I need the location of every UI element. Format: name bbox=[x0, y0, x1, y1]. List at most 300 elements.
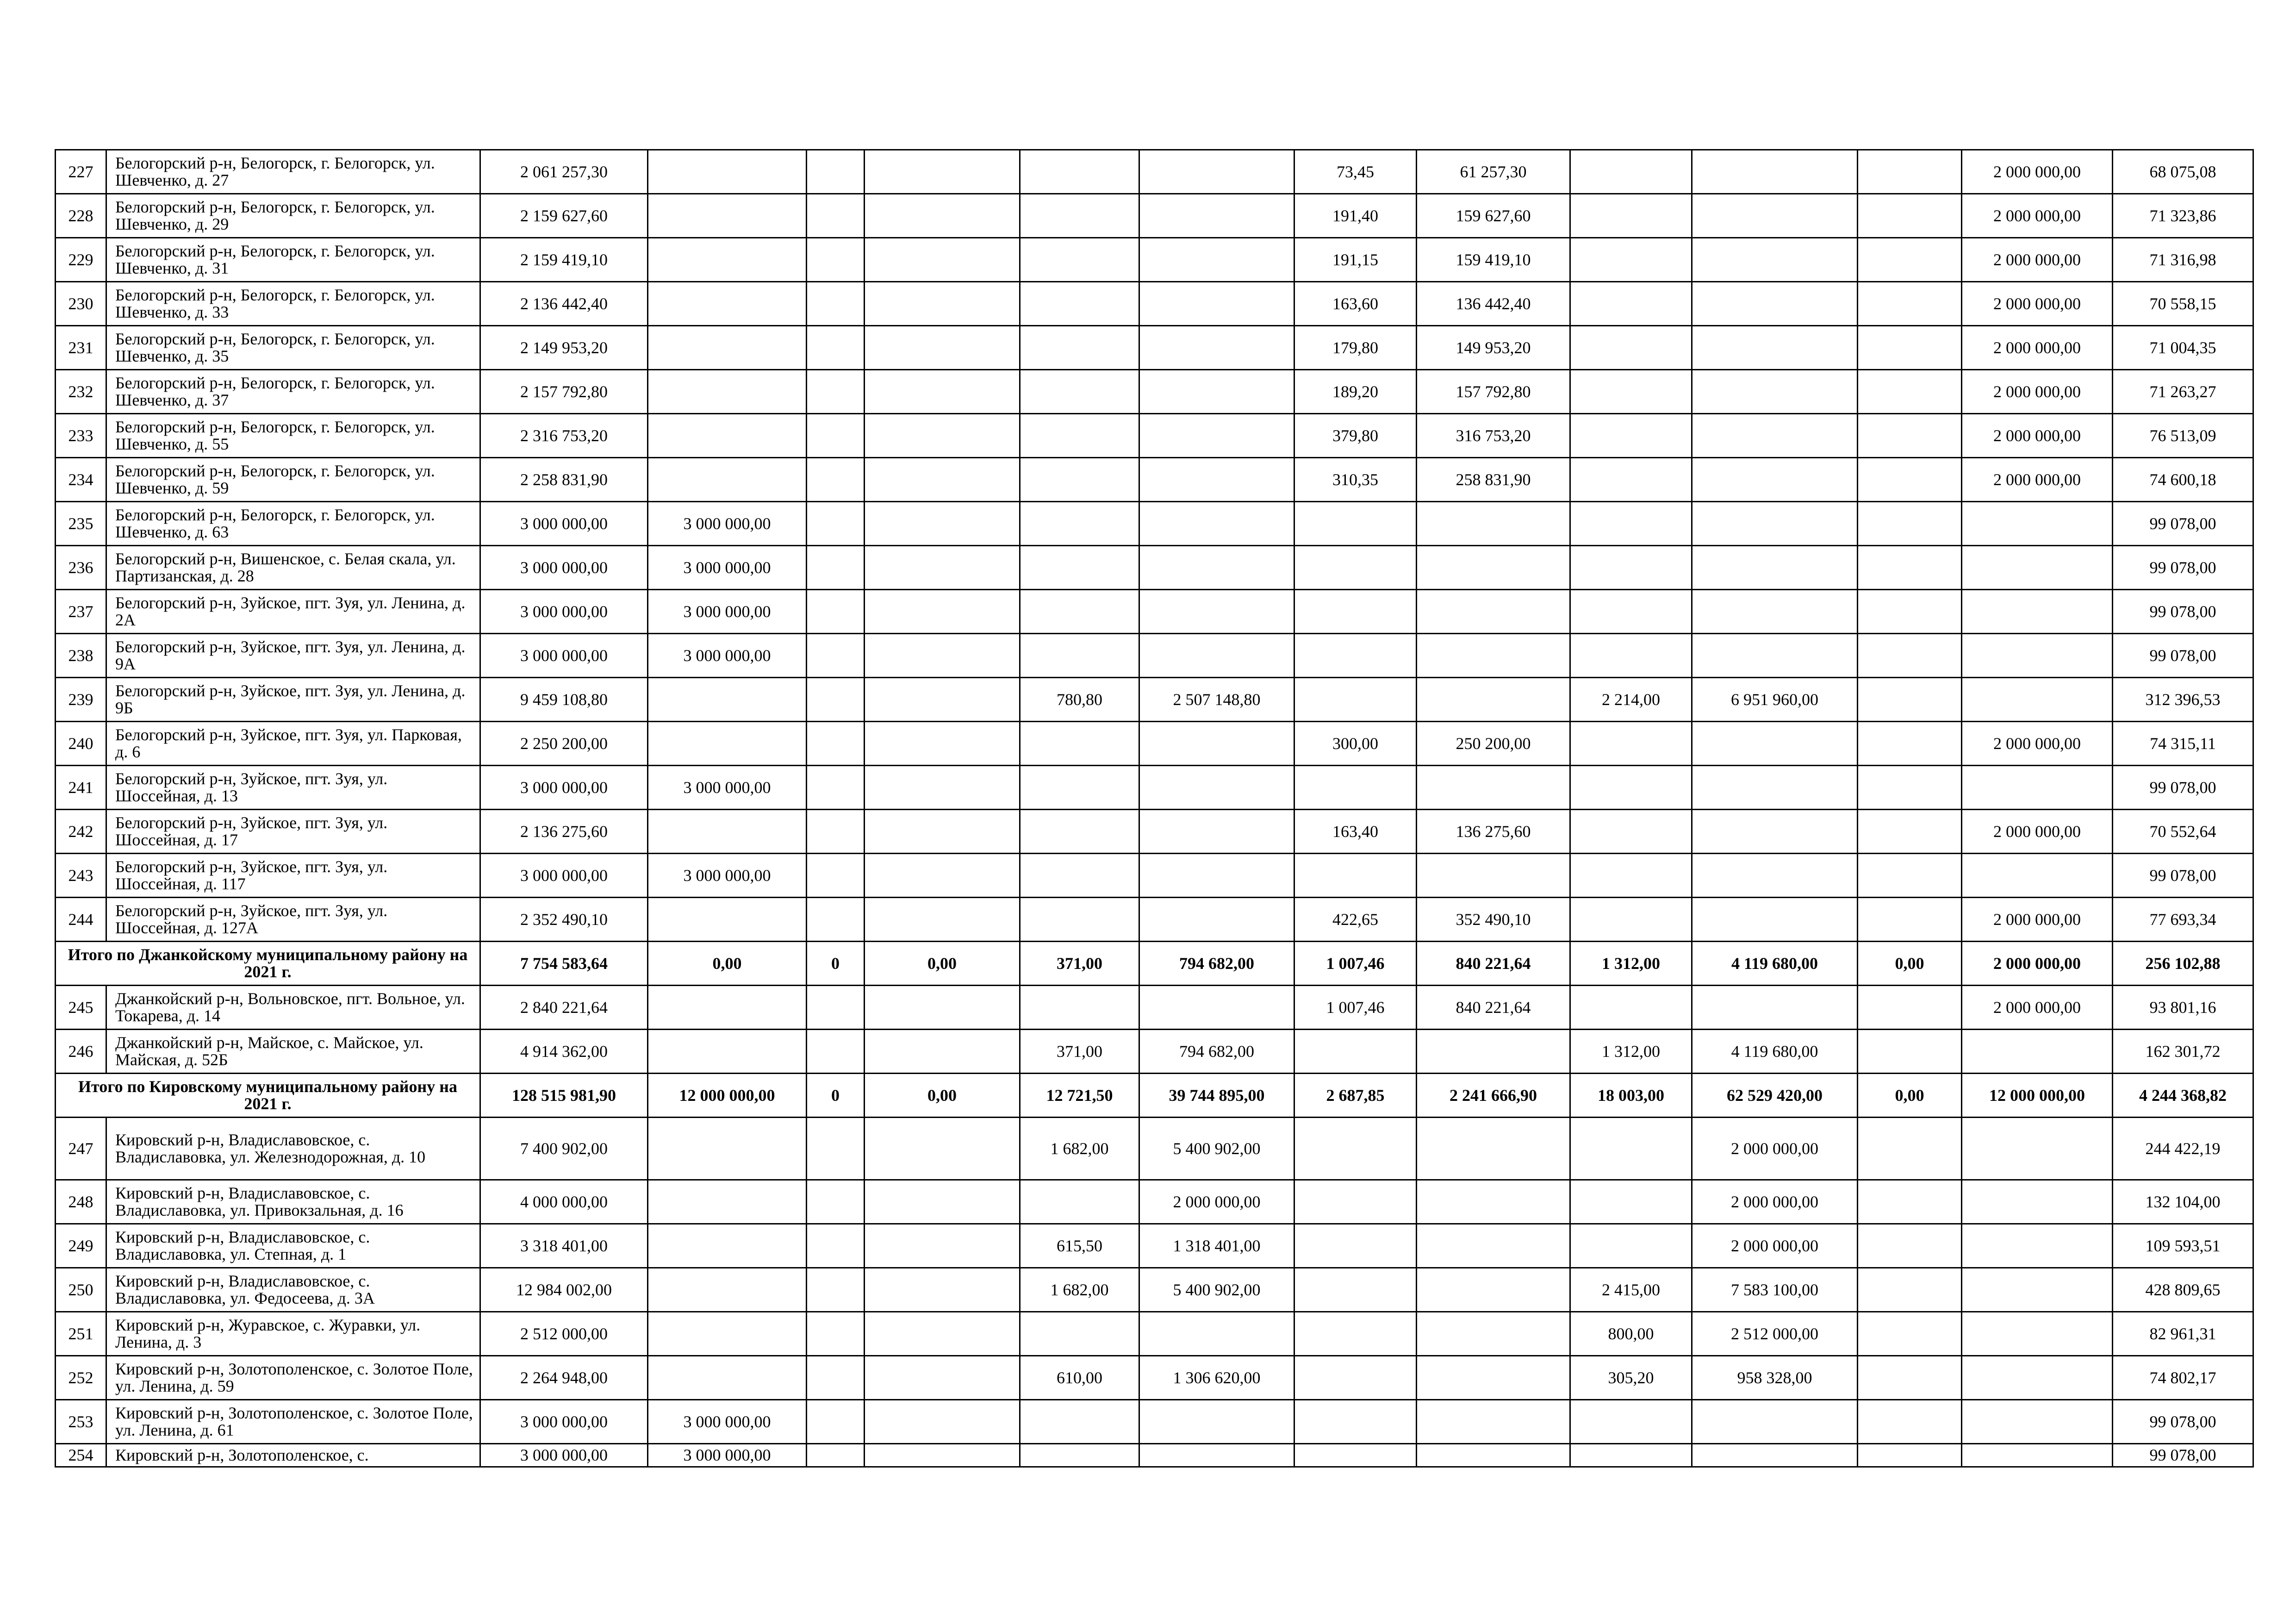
table-row bbox=[56, 1444, 2253, 1467]
value-cell bbox=[865, 634, 1020, 678]
row-number: 253 bbox=[56, 1400, 106, 1444]
value-cell bbox=[1962, 1268, 2113, 1312]
table-row bbox=[56, 150, 2253, 194]
value-cell: 2 258 831,90 bbox=[480, 458, 648, 502]
value-cell bbox=[1139, 898, 1294, 942]
value-cell: 2 000 000,00 bbox=[1692, 1118, 1858, 1180]
address-cell: Белогорский р-н, Зуйское, пгт. Зуя, ул. Ленина, д. 9А bbox=[106, 634, 480, 678]
value-cell: 77 693,34 bbox=[2113, 898, 2253, 942]
value-cell: 2 000 000,00 bbox=[1692, 1224, 1858, 1268]
value-cell bbox=[807, 1268, 865, 1312]
value-cell bbox=[1294, 1118, 1417, 1180]
value-cell bbox=[1962, 766, 2113, 810]
address-cell: Белогорский р-н, Белогорск, г. Белогорск, ул. Шевченко, д. 59 bbox=[106, 458, 480, 502]
value-cell bbox=[1962, 1224, 2113, 1268]
value-cell bbox=[1570, 1180, 1692, 1224]
subtotal-row bbox=[56, 942, 2253, 986]
value-cell bbox=[648, 326, 807, 370]
value-cell: 2 159 627,60 bbox=[480, 194, 648, 238]
value-cell bbox=[1139, 986, 1294, 1030]
value-cell bbox=[865, 238, 1020, 282]
value-cell: 2 000 000,00 bbox=[1962, 326, 2113, 370]
value-cell: 12 984 002,00 bbox=[480, 1268, 648, 1312]
value-cell bbox=[807, 1030, 865, 1074]
value-cell: 256 102,88 bbox=[2113, 942, 2253, 986]
value-cell bbox=[807, 282, 865, 326]
address-cell: Белогорский р-н, Зуйское, пгт. Зуя, ул. Шоссейная, д. 17 bbox=[106, 810, 480, 854]
value-cell bbox=[1858, 1356, 1962, 1400]
value-cell: 1 306 620,00 bbox=[1139, 1356, 1294, 1400]
value-cell bbox=[807, 1356, 865, 1400]
row-number: 251 bbox=[56, 1312, 106, 1356]
value-cell: 794 682,00 bbox=[1139, 1030, 1294, 1074]
value-cell: 2 149 953,20 bbox=[480, 326, 648, 370]
table-row bbox=[56, 282, 2253, 326]
value-cell bbox=[1692, 1444, 1858, 1467]
row-number: 232 bbox=[56, 370, 106, 414]
value-cell: 71 004,35 bbox=[2113, 326, 2253, 370]
value-cell bbox=[1570, 370, 1692, 414]
value-cell bbox=[807, 1180, 865, 1224]
value-cell: 0,00 bbox=[648, 942, 807, 986]
value-cell: 3 000 000,00 bbox=[480, 502, 648, 546]
table-row bbox=[56, 1224, 2253, 1268]
row-number: 233 bbox=[56, 414, 106, 458]
value-cell bbox=[807, 370, 865, 414]
value-cell bbox=[865, 458, 1020, 502]
value-cell bbox=[1692, 370, 1858, 414]
value-cell bbox=[1294, 1400, 1417, 1444]
value-cell bbox=[807, 150, 865, 194]
value-cell: 2 136 442,40 bbox=[480, 282, 648, 326]
value-cell bbox=[807, 1444, 865, 1467]
value-cell bbox=[1692, 458, 1858, 502]
value-cell bbox=[648, 1180, 807, 1224]
value-cell bbox=[1139, 370, 1294, 414]
value-cell: 74 600,18 bbox=[2113, 458, 2253, 502]
value-cell bbox=[1417, 678, 1570, 722]
value-cell bbox=[648, 1118, 807, 1180]
row-number: 246 bbox=[56, 1030, 106, 1074]
table-row bbox=[56, 370, 2253, 414]
value-cell: 2 687,85 bbox=[1294, 1074, 1417, 1118]
value-cell: 2 512 000,00 bbox=[480, 1312, 648, 1356]
value-cell: 136 275,60 bbox=[1417, 810, 1570, 854]
row-number: 237 bbox=[56, 590, 106, 634]
value-cell bbox=[648, 238, 807, 282]
value-cell bbox=[1020, 282, 1139, 326]
address-cell: Белогорский р-н, Зуйское, пгт. Зуя, ул. Шоссейная, д. 127А bbox=[106, 898, 480, 942]
value-cell: 2 316 753,20 bbox=[480, 414, 648, 458]
value-cell bbox=[1570, 1444, 1692, 1467]
value-cell bbox=[807, 766, 865, 810]
table-row bbox=[56, 810, 2253, 854]
document-page bbox=[55, 149, 2254, 1468]
value-cell: 0,00 bbox=[865, 942, 1020, 986]
value-cell: 2 000 000,00 bbox=[1962, 238, 2113, 282]
value-cell: 428 809,65 bbox=[2113, 1268, 2253, 1312]
table-row bbox=[56, 766, 2253, 810]
value-cell: 189,20 bbox=[1294, 370, 1417, 414]
value-cell: 99 078,00 bbox=[2113, 502, 2253, 546]
row-number: 245 bbox=[56, 986, 106, 1030]
capital-repair-table bbox=[55, 149, 2254, 1468]
value-cell: 2 157 792,80 bbox=[480, 370, 648, 414]
row-number: 249 bbox=[56, 1224, 106, 1268]
value-cell bbox=[1692, 1400, 1858, 1444]
value-cell bbox=[1139, 546, 1294, 590]
value-cell bbox=[648, 1224, 807, 1268]
value-cell bbox=[807, 194, 865, 238]
value-cell: 305,20 bbox=[1570, 1356, 1692, 1400]
value-cell: 1 318 401,00 bbox=[1139, 1224, 1294, 1268]
value-cell bbox=[1020, 546, 1139, 590]
value-cell bbox=[1417, 766, 1570, 810]
value-cell bbox=[1962, 678, 2113, 722]
value-cell bbox=[1858, 678, 1962, 722]
value-cell bbox=[1417, 1268, 1570, 1312]
value-cell bbox=[1692, 810, 1858, 854]
value-cell: 3 000 000,00 bbox=[648, 590, 807, 634]
value-cell bbox=[1020, 590, 1139, 634]
value-cell bbox=[1692, 722, 1858, 766]
value-cell: 1 007,46 bbox=[1294, 986, 1417, 1030]
value-cell: 4 914 362,00 bbox=[480, 1030, 648, 1074]
value-cell: 5 400 902,00 bbox=[1139, 1118, 1294, 1180]
value-cell bbox=[1417, 1356, 1570, 1400]
value-cell bbox=[1962, 1356, 2113, 1400]
value-cell bbox=[807, 326, 865, 370]
table-row bbox=[56, 1312, 2253, 1356]
row-number: 250 bbox=[56, 1268, 106, 1312]
value-cell bbox=[1020, 634, 1139, 678]
value-cell bbox=[1020, 194, 1139, 238]
value-cell bbox=[1570, 898, 1692, 942]
value-cell bbox=[865, 414, 1020, 458]
value-cell bbox=[1139, 238, 1294, 282]
value-cell bbox=[1020, 414, 1139, 458]
address-cell: Кировский р-н, Владиславовское, с. Владиславовка, ул. Федосеева, д. 3А bbox=[106, 1268, 480, 1312]
value-cell bbox=[865, 150, 1020, 194]
value-cell: 3 000 000,00 bbox=[480, 1444, 648, 1467]
value-cell: 0,00 bbox=[865, 1074, 1020, 1118]
value-cell bbox=[1139, 722, 1294, 766]
value-cell: 70 552,64 bbox=[2113, 810, 2253, 854]
value-cell: 0 bbox=[807, 942, 865, 986]
table-row bbox=[56, 1030, 2253, 1074]
value-cell bbox=[1020, 854, 1139, 898]
value-cell: 1 312,00 bbox=[1570, 1030, 1692, 1074]
value-cell: 2 415,00 bbox=[1570, 1268, 1692, 1312]
value-cell: 840 221,64 bbox=[1417, 942, 1570, 986]
address-cell: Кировский р-н, Журавское, с. Журавки, ул. Ленина, д. 3 bbox=[106, 1312, 480, 1356]
value-cell: 780,80 bbox=[1020, 678, 1139, 722]
value-cell: 3 000 000,00 bbox=[480, 854, 648, 898]
row-number: 231 bbox=[56, 326, 106, 370]
value-cell: 4 119 680,00 bbox=[1692, 942, 1858, 986]
value-cell bbox=[1139, 1312, 1294, 1356]
row-number: 241 bbox=[56, 766, 106, 810]
value-cell: 99 078,00 bbox=[2113, 1444, 2253, 1467]
value-cell: 250 200,00 bbox=[1417, 722, 1570, 766]
value-cell bbox=[865, 1224, 1020, 1268]
value-cell bbox=[1570, 150, 1692, 194]
value-cell bbox=[807, 722, 865, 766]
value-cell bbox=[865, 1400, 1020, 1444]
value-cell: 3 000 000,00 bbox=[648, 546, 807, 590]
value-cell: 2 000 000,00 bbox=[1962, 282, 2113, 326]
value-cell: 3 000 000,00 bbox=[648, 1444, 807, 1467]
value-cell bbox=[648, 458, 807, 502]
table-row bbox=[56, 1268, 2253, 1312]
value-cell bbox=[807, 810, 865, 854]
value-cell: 93 801,16 bbox=[2113, 986, 2253, 1030]
table-row bbox=[56, 986, 2253, 1030]
value-cell bbox=[1139, 502, 1294, 546]
value-cell bbox=[1962, 1030, 2113, 1074]
table-row bbox=[56, 414, 2253, 458]
value-cell bbox=[1858, 546, 1962, 590]
value-cell: 99 078,00 bbox=[2113, 590, 2253, 634]
value-cell bbox=[1858, 150, 1962, 194]
value-cell: 2 507 148,80 bbox=[1139, 678, 1294, 722]
value-cell bbox=[1858, 1224, 1962, 1268]
row-number: 229 bbox=[56, 238, 106, 282]
value-cell bbox=[1139, 810, 1294, 854]
value-cell bbox=[1962, 546, 2113, 590]
value-cell: 2 250 200,00 bbox=[480, 722, 648, 766]
value-cell bbox=[865, 722, 1020, 766]
value-cell: 3 000 000,00 bbox=[480, 590, 648, 634]
value-cell bbox=[1294, 1180, 1417, 1224]
value-cell bbox=[1570, 546, 1692, 590]
address-cell: Кировский р-н, Владиславовское, с. Владиславовка, ул. Степная, д. 1 bbox=[106, 1224, 480, 1268]
value-cell bbox=[1139, 1400, 1294, 1444]
row-number: 248 bbox=[56, 1180, 106, 1224]
value-cell: 70 558,15 bbox=[2113, 282, 2253, 326]
value-cell bbox=[1570, 1400, 1692, 1444]
value-cell bbox=[865, 766, 1020, 810]
value-cell: 0,00 bbox=[1858, 1074, 1962, 1118]
value-cell bbox=[1858, 414, 1962, 458]
value-cell: 9 459 108,80 bbox=[480, 678, 648, 722]
value-cell bbox=[1417, 1312, 1570, 1356]
value-cell bbox=[865, 1180, 1020, 1224]
value-cell: 99 078,00 bbox=[2113, 634, 2253, 678]
value-cell: 2 840 221,64 bbox=[480, 986, 648, 1030]
value-cell: 3 000 000,00 bbox=[480, 1400, 648, 1444]
value-cell bbox=[1858, 854, 1962, 898]
value-cell bbox=[1020, 898, 1139, 942]
value-cell: 2 000 000,00 bbox=[1962, 898, 2113, 942]
value-cell bbox=[1294, 546, 1417, 590]
value-cell bbox=[807, 590, 865, 634]
table-body bbox=[56, 150, 2253, 1467]
value-cell bbox=[1417, 1180, 1570, 1224]
value-cell bbox=[1417, 502, 1570, 546]
value-cell bbox=[1020, 326, 1139, 370]
value-cell: 71 316,98 bbox=[2113, 238, 2253, 282]
value-cell bbox=[1417, 590, 1570, 634]
value-cell: 2 264 948,00 bbox=[480, 1356, 648, 1400]
value-cell bbox=[807, 1312, 865, 1356]
value-cell: 12 000 000,00 bbox=[1962, 1074, 2113, 1118]
value-cell bbox=[1417, 1224, 1570, 1268]
value-cell bbox=[1962, 854, 2113, 898]
value-cell bbox=[1139, 590, 1294, 634]
value-cell bbox=[648, 678, 807, 722]
value-cell: 128 515 981,90 bbox=[480, 1074, 648, 1118]
value-cell: 3 000 000,00 bbox=[648, 1400, 807, 1444]
value-cell bbox=[807, 1400, 865, 1444]
value-cell bbox=[1858, 458, 1962, 502]
value-cell bbox=[1417, 634, 1570, 678]
value-cell: 615,50 bbox=[1020, 1224, 1139, 1268]
row-number: 238 bbox=[56, 634, 106, 678]
value-cell bbox=[865, 370, 1020, 414]
value-cell bbox=[1417, 1400, 1570, 1444]
value-cell: 2 000 000,00 bbox=[1962, 194, 2113, 238]
value-cell: 1 682,00 bbox=[1020, 1268, 1139, 1312]
value-cell bbox=[865, 986, 1020, 1030]
value-cell bbox=[1858, 502, 1962, 546]
value-cell bbox=[807, 1118, 865, 1180]
address-cell: Белогорский р-н, Зуйское, пгт. Зуя, ул. Шоссейная, д. 13 bbox=[106, 766, 480, 810]
value-cell: 136 442,40 bbox=[1417, 282, 1570, 326]
value-cell: 840 221,64 bbox=[1417, 986, 1570, 1030]
value-cell bbox=[865, 502, 1020, 546]
value-cell: 109 593,51 bbox=[2113, 1224, 2253, 1268]
value-cell bbox=[1020, 1444, 1139, 1467]
subtotal-row bbox=[56, 1074, 2253, 1118]
address-cell: Белогорский р-н, Белогорск, г. Белогорск, ул. Шевченко, д. 31 bbox=[106, 238, 480, 282]
value-cell: 157 792,80 bbox=[1417, 370, 1570, 414]
value-cell bbox=[1858, 722, 1962, 766]
value-cell bbox=[1020, 1180, 1139, 1224]
value-cell bbox=[1139, 458, 1294, 502]
value-cell bbox=[1858, 898, 1962, 942]
value-cell: 159 627,60 bbox=[1417, 194, 1570, 238]
value-cell bbox=[648, 898, 807, 942]
value-cell bbox=[865, 854, 1020, 898]
value-cell bbox=[1020, 810, 1139, 854]
value-cell bbox=[1692, 590, 1858, 634]
value-cell bbox=[1139, 282, 1294, 326]
value-cell bbox=[807, 458, 865, 502]
row-number: 239 bbox=[56, 678, 106, 722]
address-cell: Белогорский р-н, Белогорск, г. Белогорск, ул. Шевченко, д. 37 bbox=[106, 370, 480, 414]
value-cell: 2 000 000,00 bbox=[1962, 370, 2113, 414]
address-cell: Белогорский р-н, Белогорск, г. Белогорск, ул. Шевченко, д. 63 bbox=[106, 502, 480, 546]
row-number: 254 bbox=[56, 1444, 106, 1467]
address-cell: Белогорский р-н, Зуйское, пгт. Зуя, ул. Шоссейная, д. 117 bbox=[106, 854, 480, 898]
address-cell: Кировский р-н, Золотополенское, с. Золотое Поле, ул. Ленина, д. 61 bbox=[106, 1400, 480, 1444]
value-cell bbox=[807, 1224, 865, 1268]
table-row bbox=[56, 854, 2253, 898]
value-cell bbox=[1294, 1312, 1417, 1356]
address-cell: Белогорский р-н, Белогорск, г. Белогорск, ул. Шевченко, д. 27 bbox=[106, 150, 480, 194]
value-cell: 132 104,00 bbox=[2113, 1180, 2253, 1224]
value-cell bbox=[648, 1030, 807, 1074]
value-cell bbox=[1139, 634, 1294, 678]
value-cell: 12 721,50 bbox=[1020, 1074, 1139, 1118]
value-cell bbox=[1294, 634, 1417, 678]
value-cell: 191,15 bbox=[1294, 238, 1417, 282]
value-cell: 2 000 000,00 bbox=[1962, 414, 2113, 458]
value-cell: 149 953,20 bbox=[1417, 326, 1570, 370]
address-cell: Белогорский р-н, Вишенское, с. Белая скала, ул. Партизанская, д. 28 bbox=[106, 546, 480, 590]
value-cell: 2 000 000,00 bbox=[1962, 986, 2113, 1030]
value-cell bbox=[1858, 370, 1962, 414]
value-cell bbox=[1020, 150, 1139, 194]
value-cell bbox=[1020, 458, 1139, 502]
value-cell bbox=[865, 194, 1020, 238]
value-cell bbox=[648, 722, 807, 766]
row-number: 227 bbox=[56, 150, 106, 194]
value-cell bbox=[1692, 634, 1858, 678]
value-cell bbox=[1570, 634, 1692, 678]
value-cell bbox=[1692, 326, 1858, 370]
value-cell: 0,00 bbox=[1858, 942, 1962, 986]
value-cell bbox=[1692, 150, 1858, 194]
value-cell: 39 744 895,00 bbox=[1139, 1074, 1294, 1118]
address-cell: Белогорский р-н, Белогорск, г. Белогорск, ул. Шевченко, д. 35 bbox=[106, 326, 480, 370]
value-cell: 68 075,08 bbox=[2113, 150, 2253, 194]
value-cell bbox=[1294, 1356, 1417, 1400]
value-cell bbox=[865, 1030, 1020, 1074]
value-cell bbox=[648, 986, 807, 1030]
value-cell bbox=[1570, 458, 1692, 502]
table-row bbox=[56, 1356, 2253, 1400]
value-cell: 2 241 666,90 bbox=[1417, 1074, 1570, 1118]
value-cell bbox=[1570, 722, 1692, 766]
value-cell bbox=[648, 150, 807, 194]
table-row bbox=[56, 1118, 2253, 1180]
value-cell: 958 328,00 bbox=[1692, 1356, 1858, 1400]
value-cell bbox=[1962, 1400, 2113, 1444]
value-cell bbox=[865, 1118, 1020, 1180]
value-cell bbox=[1294, 1224, 1417, 1268]
value-cell bbox=[1020, 766, 1139, 810]
value-cell bbox=[648, 194, 807, 238]
value-cell: 2 512 000,00 bbox=[1692, 1312, 1858, 1356]
address-cell: Белогорский р-н, Белогорск, г. Белогорск, ул. Шевченко, д. 29 bbox=[106, 194, 480, 238]
address-cell: Белогорский р-н, Белогорск, г. Белогорск, ул. Шевченко, д. 55 bbox=[106, 414, 480, 458]
value-cell bbox=[1570, 194, 1692, 238]
value-cell bbox=[1692, 986, 1858, 1030]
row-number: 234 bbox=[56, 458, 106, 502]
value-cell: 191,40 bbox=[1294, 194, 1417, 238]
value-cell bbox=[1294, 1444, 1417, 1467]
address-cell: Кировский р-н, Золотополенское, с. Золотое Поле, ул. Ленина, д. 59 bbox=[106, 1356, 480, 1400]
value-cell: 71 263,27 bbox=[2113, 370, 2253, 414]
row-number: 228 bbox=[56, 194, 106, 238]
value-cell bbox=[1692, 238, 1858, 282]
value-cell: 2 000 000,00 bbox=[1962, 458, 2113, 502]
value-cell: 82 961,31 bbox=[2113, 1312, 2253, 1356]
table-row bbox=[56, 194, 2253, 238]
value-cell bbox=[1858, 1268, 1962, 1312]
value-cell: 379,80 bbox=[1294, 414, 1417, 458]
value-cell: 163,40 bbox=[1294, 810, 1417, 854]
value-cell bbox=[1139, 326, 1294, 370]
value-cell: 163,60 bbox=[1294, 282, 1417, 326]
table-row bbox=[56, 1180, 2253, 1224]
value-cell bbox=[1692, 414, 1858, 458]
value-cell bbox=[648, 1356, 807, 1400]
value-cell bbox=[807, 502, 865, 546]
value-cell bbox=[1962, 1118, 2113, 1180]
